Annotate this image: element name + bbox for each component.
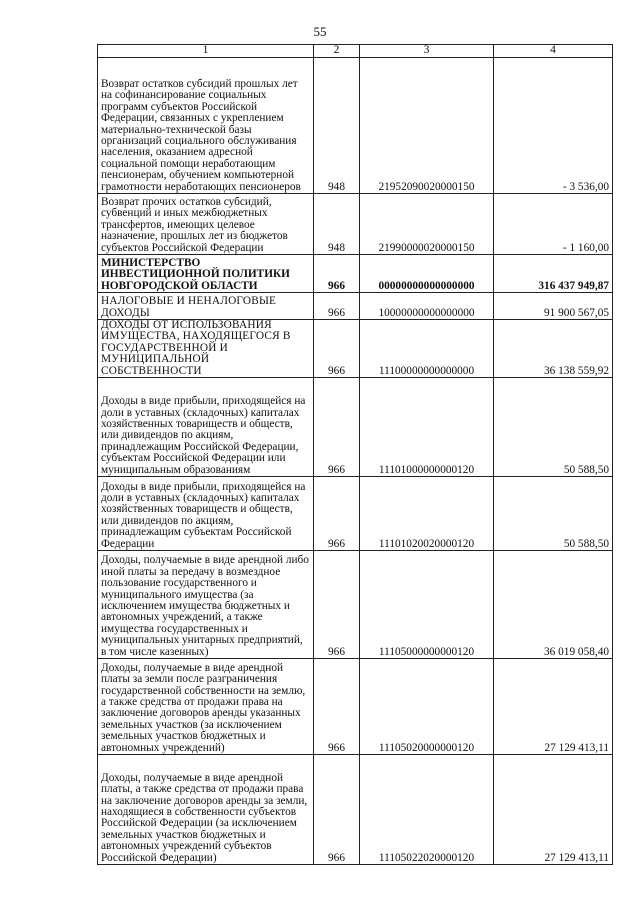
row-amount: - 1 160,00 (494, 194, 613, 255)
row-admin-code: 948 (314, 58, 360, 194)
table-row (98, 320, 613, 378)
row-name: ДОХОДЫ ОТ ИСПОЛЬЗОВАНИЯ ИМУЩЕСТВА, НАХОДЯЩЕГОСЯ В ГОСУДАРСТВЕННОЙ И МУНИЦИПАЛЬНОЙ СОБСТВЕННОСТИ (98, 320, 314, 378)
row-name: Доходы, получаемые в виде арендной платы, а также средства от продажи права на заключение договоров аренды за земли, находящиеся в собственности субъектов Российской Федерации (за исключением земельных участков бюджетных и автономных учреждений субъектов Российской Федерации) (98, 755, 314, 865)
table-row (98, 477, 613, 551)
row-budget-code: 11101020020000120 (360, 477, 494, 551)
row-name: НАЛОГОВЫЕ И НЕНАЛОГОВЫЕ ДОХОДЫ (98, 293, 314, 320)
row-amount: 50 588,50 (494, 378, 613, 477)
row-amount: 36 138 559,92 (494, 320, 613, 378)
row-admin-code: 966 (314, 255, 360, 293)
table-row (98, 551, 613, 659)
row-name: МИНИСТЕРСТВО ИНВЕСТИЦИОННОЙ ПОЛИТИКИ НОВГОРОДСКОЙ ОБЛАСТИ (98, 255, 314, 293)
table-row (98, 755, 613, 865)
page-number: 55 (313, 24, 327, 39)
row-amount: 91 900 567,05 (494, 293, 613, 320)
revenue-table (97, 44, 613, 865)
row-budget-code: 11105022020000120 (360, 755, 494, 865)
header-col-3: 3 (360, 45, 494, 58)
row-name: Возврат остатков субсидий прошлых лет на софинансирование социальных программ субъектов Российской Федерации, связанных с укреплением материально-технической базы организаций социального обслуживания населения, оказанием адресной социальной помощи неработающим пенсионерам, обучением компьютерной грамотности неработающих пенсионеров (98, 58, 314, 194)
table-row (98, 194, 613, 255)
row-amount: - 3 536,00 (494, 58, 613, 194)
header-col-4: 4 (494, 45, 613, 58)
row-name: Доходы в виде прибыли, приходящейся на доли в уставных (складочных) капиталах хозяйственных товариществ и обществ, или дивидендов по акциям, принадлежащим субъектам Российской Федерации (98, 477, 314, 551)
header-col-2: 2 (314, 45, 360, 58)
row-amount: 316 437 949,87 (494, 255, 613, 293)
row-admin-code: 966 (314, 755, 360, 865)
table-row (98, 58, 613, 194)
row-admin-code: 966 (314, 477, 360, 551)
row-admin-code: 966 (314, 293, 360, 320)
row-name: Доходы в виде прибыли, приходящейся на доли в уставных (складочных) капиталах хозяйственных товариществ и обществ, или дивидендов по акциям, принадлежащим Российской Федерации, субъектам Российской Федерации или муниципальным образованиям (98, 378, 314, 477)
table-row (98, 293, 613, 320)
row-budget-code: 00000000000000000 (360, 255, 494, 293)
row-name: Доходы, получаемые в виде арендной либо иной платы за передачу в возмездное пользование государственного и муниципального имущества (за исключением имущества бюджетных и автономных учреждений, а также имущества государственных и муниципальных унитарных предприятий, в том числе казенных) (98, 551, 314, 659)
row-name: Доходы, получаемые в виде арендной платы за земли после разграничения государственной собственности на землю, а также средства от продажи права на заключение договоров аренды указанных земельных участков (за исключением земельных участков бюджетных и автономных учреждений) (98, 659, 314, 755)
table-row (98, 255, 613, 293)
row-budget-code: 10000000000000000 (360, 293, 494, 320)
row-amount: 27 129 413,11 (494, 659, 613, 755)
row-amount: 27 129 413,11 (494, 755, 613, 865)
row-budget-code: 11100000000000000 (360, 320, 494, 378)
header-col-1: 1 (98, 45, 314, 58)
row-admin-code: 966 (314, 378, 360, 477)
row-name: Возврат прочих остатков субсидий, субвенций и иных межбюджетных трансфертов, имеющих целевое назначение, прошлых лет из бюджетов субъектов Российской Федерации (98, 194, 314, 255)
row-amount: 36 019 058,40 (494, 551, 613, 659)
table-header-row (98, 45, 613, 58)
row-admin-code: 948 (314, 194, 360, 255)
row-admin-code: 966 (314, 659, 360, 755)
row-admin-code: 966 (314, 320, 360, 378)
row-admin-code: 966 (314, 551, 360, 659)
row-budget-code: 11105000000000120 (360, 551, 494, 659)
table-row (98, 378, 613, 477)
row-amount: 50 588,50 (494, 477, 613, 551)
row-budget-code: 21952090020000150 (360, 58, 494, 194)
table-row (98, 659, 613, 755)
row-budget-code: 11105020000000120 (360, 659, 494, 755)
row-budget-code: 11101000000000120 (360, 378, 494, 477)
row-budget-code: 21990000020000150 (360, 194, 494, 255)
